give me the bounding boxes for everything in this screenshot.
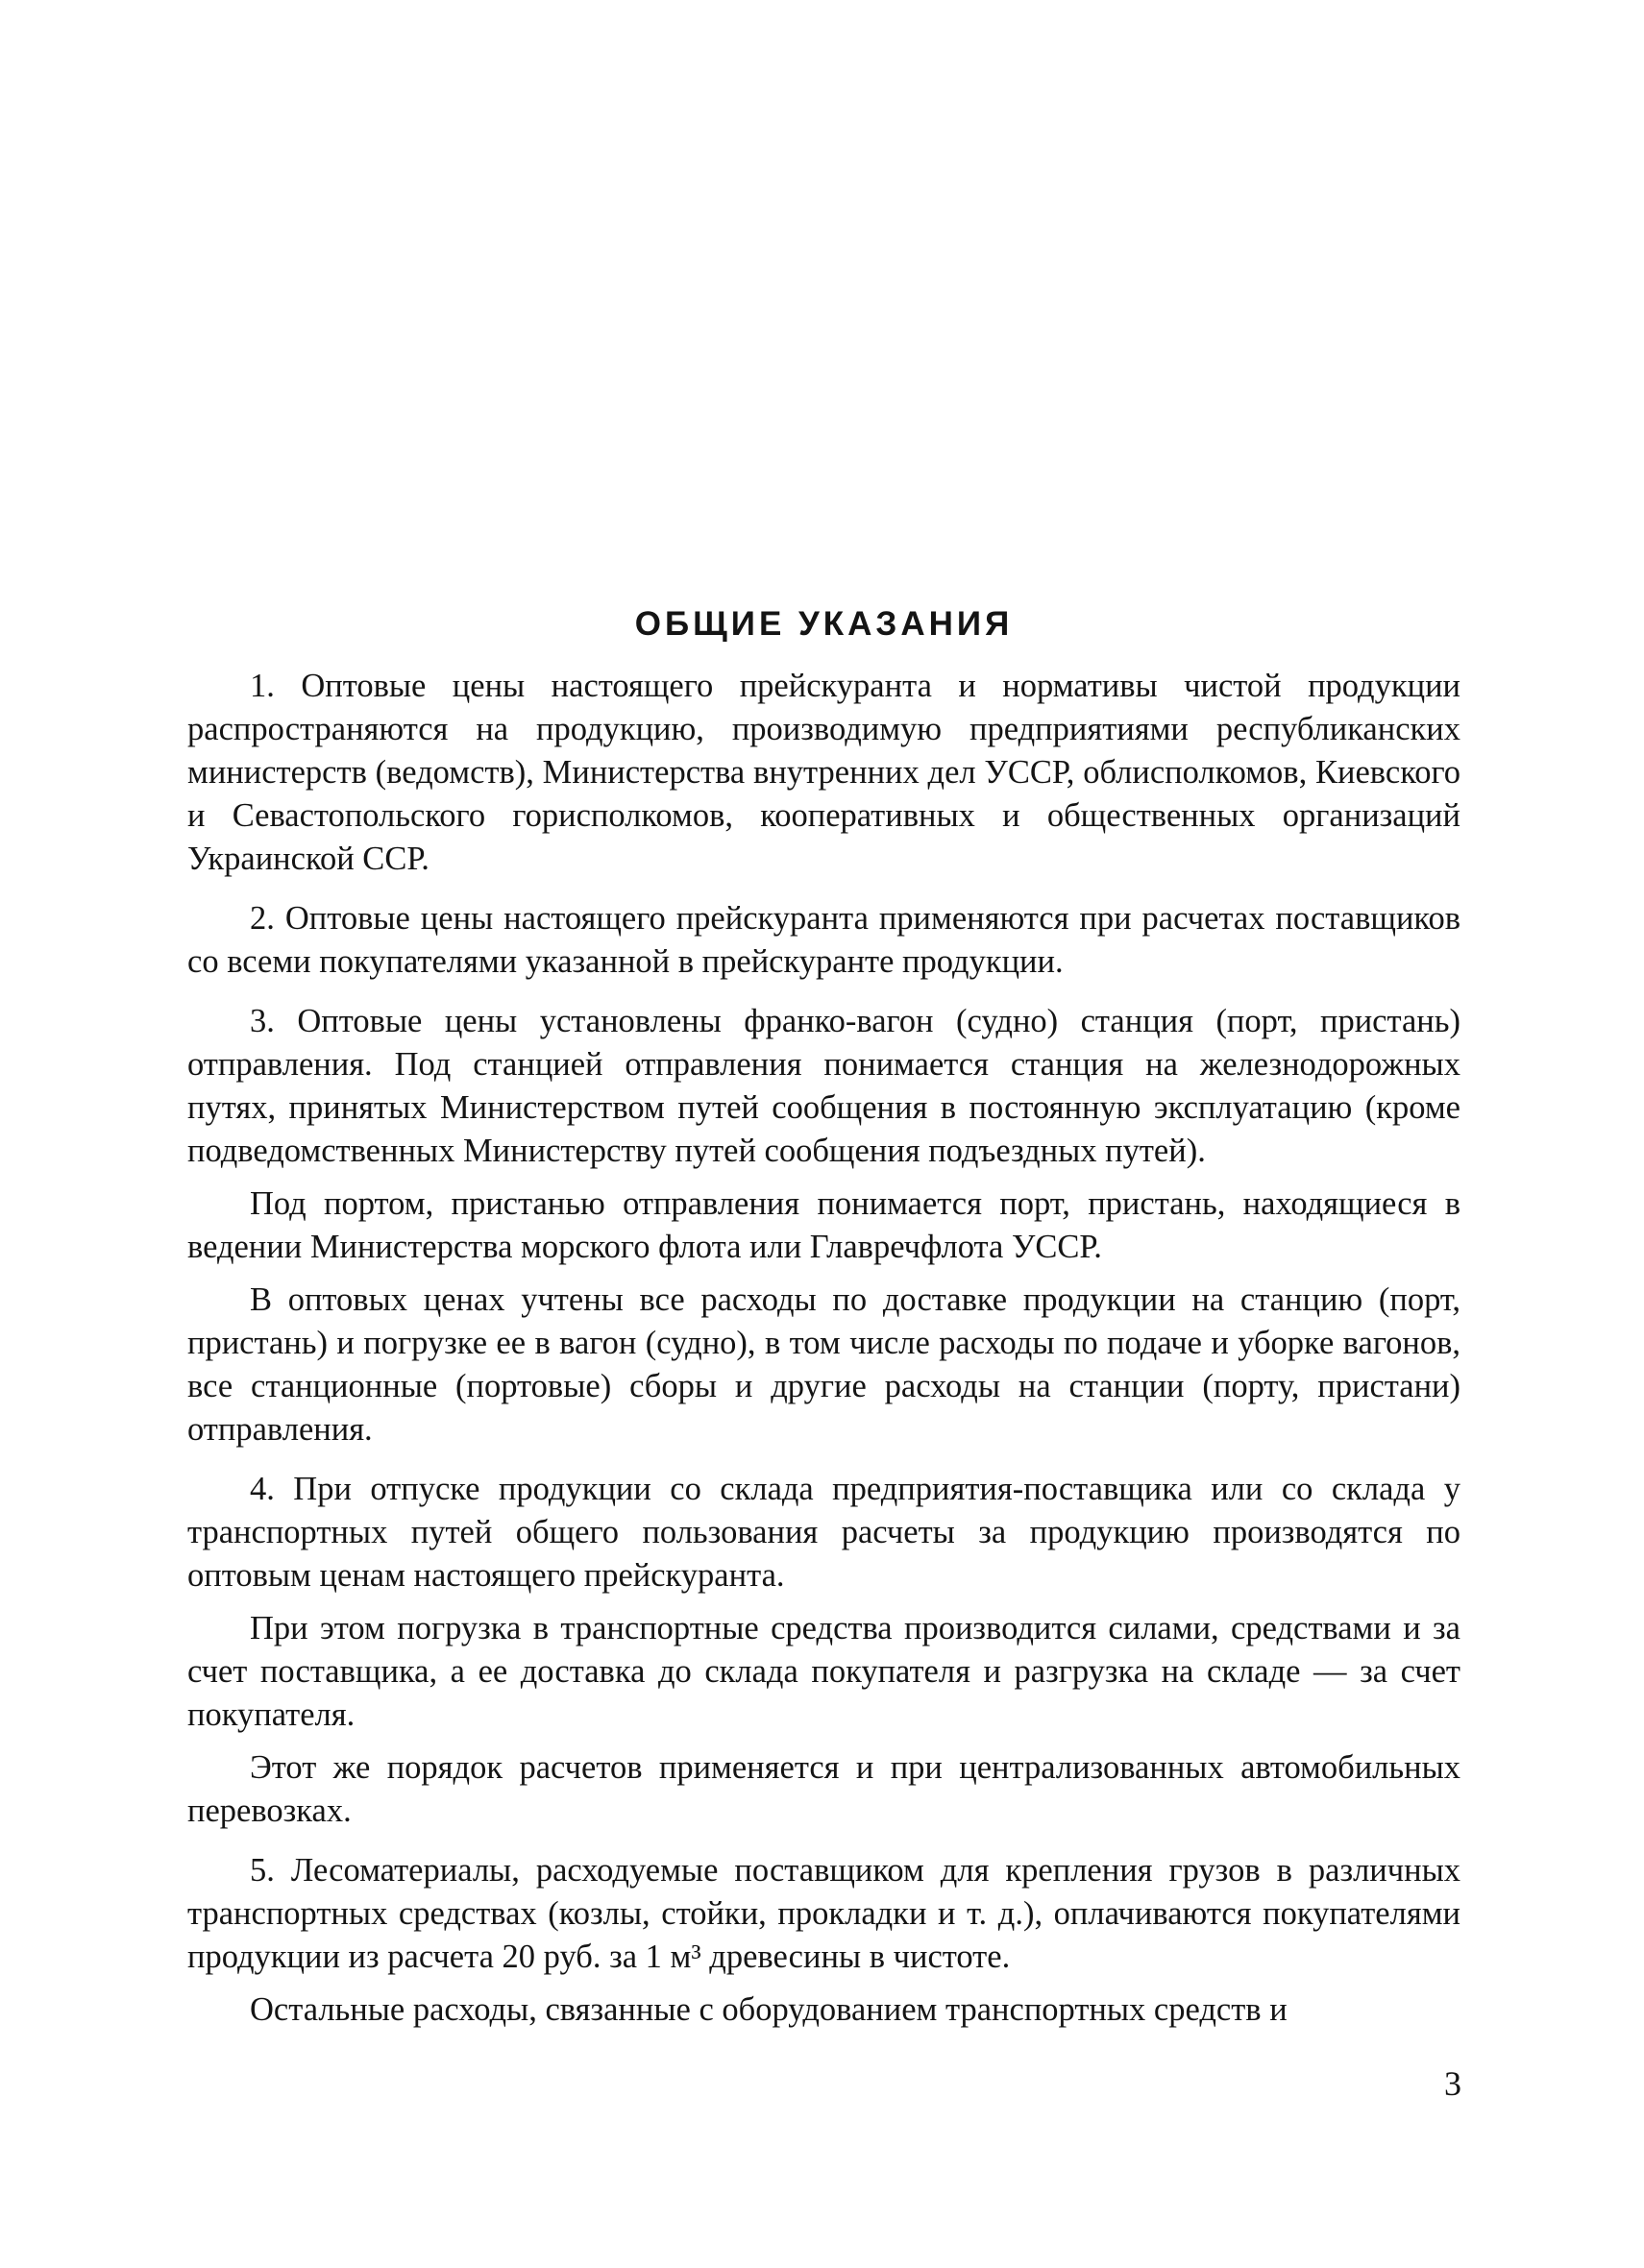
paragraph-5: 5. Лесоматериалы, расходуемые поставщиком для крепления грузов в различных транспортных средствах (козлы, стойки, прокладки и т. д.), оплачиваются покупателями продукции из расчета 20 руб. за 1 м³ древесины в чистоте. [187,1852,1460,1975]
paragraph-3-costs: В оптовых ценах учтены все расходы по доставке продукции на станцию (порт, пристань) и погрузке ее в вагон (судно), в том числе расходы по подаче и уборке вагонов, все станционные (портовые) сборы и другие расходы на станции (порту, пристани) отправления. [187,1281,1460,1448]
paragraph-2: 2. Оптовые цены настоящего прейскуранта применяются при расчетах поставщиков со всеми покупателями указанной в прейскуранте продукции. [187,900,1460,980]
paragraph-3: 3. Оптовые цены установлены франко-вагон (судно) станция (порт, пристань) отправления. Под станцией отправления понимается станция на железнодорожных путях, принятых Министерством путей сообщения в постоянную эксплуатацию (кроме подведомственных Министерству путей сообщения подъездных путей). [187,1003,1460,1169]
paragraph-4-loading: При этом погрузка в транспортные средства производится силами, средствами и за счет поставщика, а ее доставка до склада покупателя и разгрузка на складе — за счет покупателя. [187,1610,1460,1733]
paragraph-4-auto: Этот же порядок расчетов применяется и при централизованных автомобильных перевозках. [187,1749,1460,1829]
paragraph-3-port: Под портом, пристанью отправления понимается порт, пристань, находящиеся в ведении Министерства морского флота или Главречфлота УССР. [187,1185,1460,1265]
section-heading: ОБЩИЕ УКАЗАНИЯ [634,605,1014,643]
paragraph-5-other: Остальные расходы, связанные с оборудованием транспортных средств и [250,1991,1288,2028]
page-number: 3 [1444,2064,1461,2103]
paragraph-4: 4. При отпуске продукции со склада предприятия-поставщика или со склада у транспортных путей общего пользования расчеты за продукцию производятся по оптовым ценам настоящего прейскуранта. [187,1471,1460,1594]
paragraph-1: 1. Оптовые цены настоящего прейскуранта и нормативы чистой продукции распространяются на продукцию, производимую предприятиями республиканских министерств (ведомств), Министерства внутренних дел УССР, облисполкомов, Киевского и Севастопольского горисполкомов, кооперативных и общественных организаций Украинской ССР. [187,668,1460,877]
document-page [187,576,1460,2032]
